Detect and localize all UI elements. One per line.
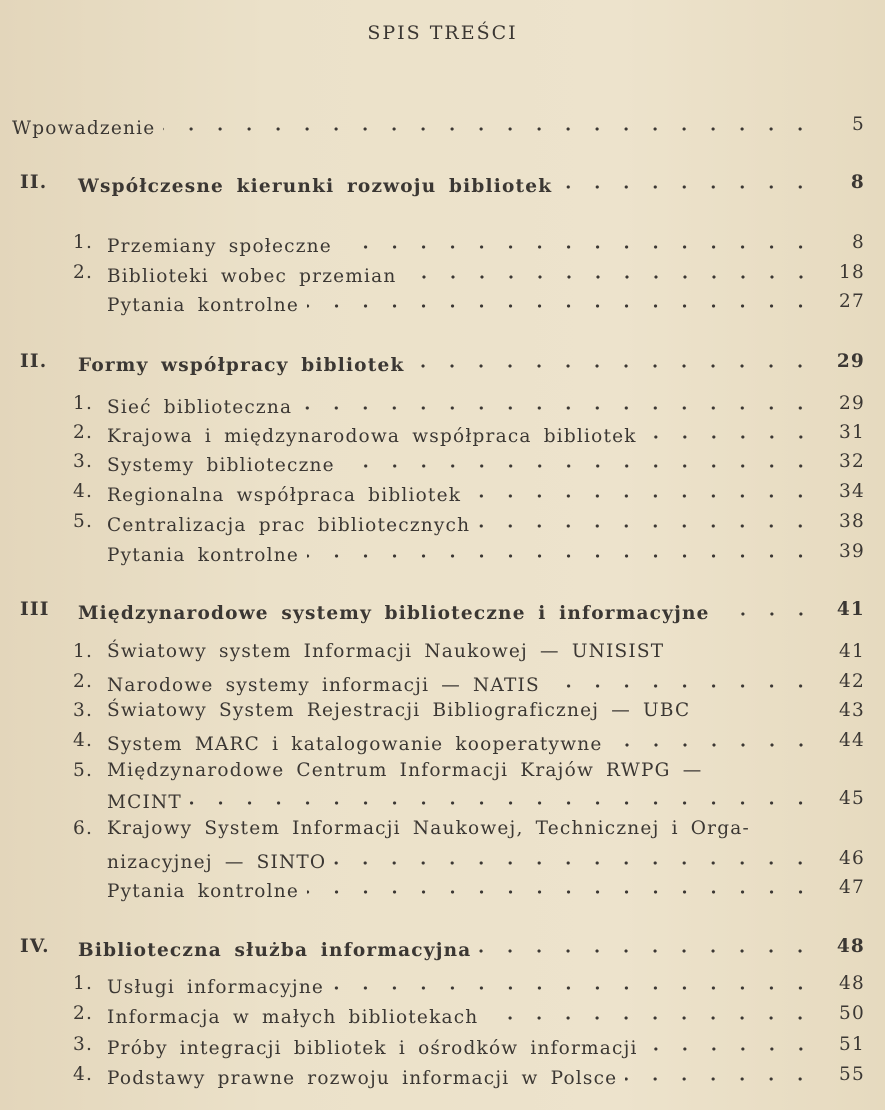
page-number: 38	[839, 511, 865, 532]
entry-title: Centralizacja prac bibliotecznych	[107, 515, 471, 536]
entry-number: 2.	[73, 671, 94, 692]
entry-title: Regionalna współpraca bibliotek	[107, 485, 462, 506]
dot-leader	[478, 511, 815, 531]
page-number: 45	[839, 788, 865, 809]
page-number: 41	[836, 599, 865, 620]
entry-title: Współczesne kierunki rozwoju bibliotek	[78, 176, 553, 197]
entry-number: 6.	[73, 818, 94, 839]
toc-entry	[0, 973, 885, 1001]
toc-entry	[0, 760, 885, 788]
dot-leader	[412, 351, 815, 371]
page-number: 32	[839, 451, 865, 472]
toc-chapter	[0, 172, 885, 200]
toc-entry	[0, 730, 885, 758]
toc-entry	[0, 114, 885, 142]
entry-title: Międzynarodowe Centrum Informacji Krajów RWPG —	[107, 760, 703, 781]
entry-number: III	[20, 599, 50, 620]
page-number: 29	[839, 393, 865, 414]
entry-number: 4.	[73, 1064, 94, 1085]
page-number: 48	[839, 973, 865, 994]
entry-title: Narodowe systemy informacji — NATIS	[107, 675, 540, 696]
entry-number: 4.	[73, 730, 94, 751]
page-number: 51	[839, 1034, 865, 1055]
entry-number: 2.	[73, 1003, 94, 1024]
entry-title: Światowy System Rejestracji Bibliograficznej — UBC	[107, 700, 691, 721]
toc-entry	[0, 393, 885, 421]
entry-title: MCINT	[107, 792, 182, 813]
entry-number: IV.	[20, 936, 50, 957]
entry-title: Pytania kontrolne	[107, 881, 299, 902]
page-number: 47	[839, 877, 865, 898]
entry-title: Światowy system Informacji Naukowej — UNISIST	[107, 641, 665, 662]
dot-leader	[163, 114, 815, 134]
entry-number: 3.	[73, 451, 94, 472]
page-number: 8	[852, 232, 865, 253]
toc-entry	[0, 422, 885, 450]
toc-entry	[0, 671, 885, 699]
toc-entry	[0, 481, 885, 509]
entry-title: Krajowa i międzynarodowa współpraca bibliotek	[107, 426, 637, 447]
page-number: 34	[839, 481, 865, 502]
toc-entry	[0, 1034, 885, 1062]
dot-leader	[548, 671, 815, 691]
toc-entry	[0, 511, 885, 539]
page-number: 43	[839, 700, 865, 721]
page-title: SPIS TREŚCI	[367, 22, 518, 44]
page-number: 39	[839, 541, 865, 562]
entry-title: Informacja w małych bibliotekach	[107, 1007, 479, 1028]
dot-leader	[560, 172, 815, 192]
entry-title: Międzynarodowe systemy biblioteczne i informacyjne	[78, 603, 710, 624]
entry-title: System MARC i katalogowanie kooperatywne	[107, 734, 603, 755]
entry-number: II.	[20, 351, 48, 372]
toc-entry	[0, 451, 885, 479]
entry-number: 5.	[73, 511, 94, 532]
page-number: 8	[850, 172, 865, 193]
toc-entry	[0, 1064, 885, 1092]
toc-entry	[0, 848, 885, 876]
dot-leader	[718, 599, 815, 619]
toc-entry	[0, 788, 885, 816]
dot-leader	[343, 451, 815, 471]
dot-leader	[486, 1003, 815, 1023]
entry-title: Pytania kontrolne	[107, 295, 299, 316]
entry-title: Sieć biblioteczna	[107, 397, 293, 418]
dot-leader	[340, 232, 815, 252]
entry-title: Biblioteki wobec przemian	[107, 266, 397, 287]
entry-number: 3.	[73, 700, 94, 721]
entry-title: Biblioteczna służba informacyjna	[78, 940, 472, 961]
toc-entry	[0, 541, 885, 569]
dot-leader	[307, 291, 815, 311]
entry-number: 5.	[73, 760, 94, 781]
entry-title: Próby integracji bibliotek i ośrodków informacji	[107, 1038, 638, 1059]
page-number: 50	[839, 1003, 865, 1024]
toc-entry	[0, 232, 885, 260]
dot-leader	[300, 393, 815, 413]
dot-leader	[469, 481, 815, 501]
page-number: 31	[839, 422, 865, 443]
toc-entry	[0, 700, 885, 728]
entry-number: 1.	[73, 973, 94, 994]
entry-number: 1.	[73, 232, 94, 253]
page-number: 44	[839, 730, 865, 751]
dot-leader	[307, 541, 815, 561]
page-number: 55	[839, 1064, 865, 1085]
page-number: 29	[836, 351, 865, 372]
entry-title: Usługi informacyjne	[107, 977, 325, 998]
dot-leader	[625, 1064, 815, 1084]
entry-number: 4.	[73, 481, 94, 502]
entry-number: 1.	[73, 641, 94, 662]
page-number: 41	[839, 641, 865, 662]
page-number: 42	[839, 671, 865, 692]
entry-title: Podstawy prawne rozwoju informacji w Polsce	[107, 1068, 618, 1089]
entry-number: 3.	[73, 1034, 94, 1055]
page-number: 48	[836, 936, 865, 957]
entry-number: 1.	[73, 393, 94, 414]
entry-number: II.	[20, 172, 48, 193]
entry-number: 2.	[73, 422, 94, 443]
dot-leader	[334, 848, 815, 868]
entry-title: Systemy biblioteczne	[107, 455, 335, 476]
entry-title: nizacyjnej — SINTO	[107, 852, 327, 873]
entry-title: Przemiany społeczne	[107, 236, 332, 257]
page-number: 27	[839, 291, 865, 312]
entry-title: Formy współpracy bibliotek	[78, 355, 405, 376]
dot-leader	[307, 877, 815, 897]
toc-entry	[0, 641, 885, 669]
dot-leader	[611, 730, 816, 750]
toc-entry	[0, 877, 885, 905]
toc-entry	[0, 818, 885, 846]
page-number: 46	[839, 848, 865, 869]
dot-leader	[405, 262, 815, 282]
dot-leader	[190, 788, 815, 808]
page-number: 18	[839, 262, 865, 283]
dot-leader	[479, 936, 815, 956]
entry-title: Pytania kontrolne	[107, 545, 299, 566]
toc-entry	[0, 1003, 885, 1031]
toc-entry	[0, 262, 885, 290]
entry-title: Krajowy System Informacji Naukowej, Technicznej i Orga-	[107, 818, 750, 839]
dot-leader	[645, 422, 815, 442]
toc-entry	[0, 291, 885, 319]
dot-leader	[332, 973, 815, 993]
toc-chapter	[0, 351, 885, 379]
toc-chapter	[0, 599, 885, 627]
entry-title: Wpowadzenie	[12, 118, 156, 139]
toc-chapter	[0, 936, 885, 964]
entry-number: 2.	[73, 262, 94, 283]
page-number: 5	[852, 114, 865, 135]
dot-leader	[646, 1034, 815, 1054]
